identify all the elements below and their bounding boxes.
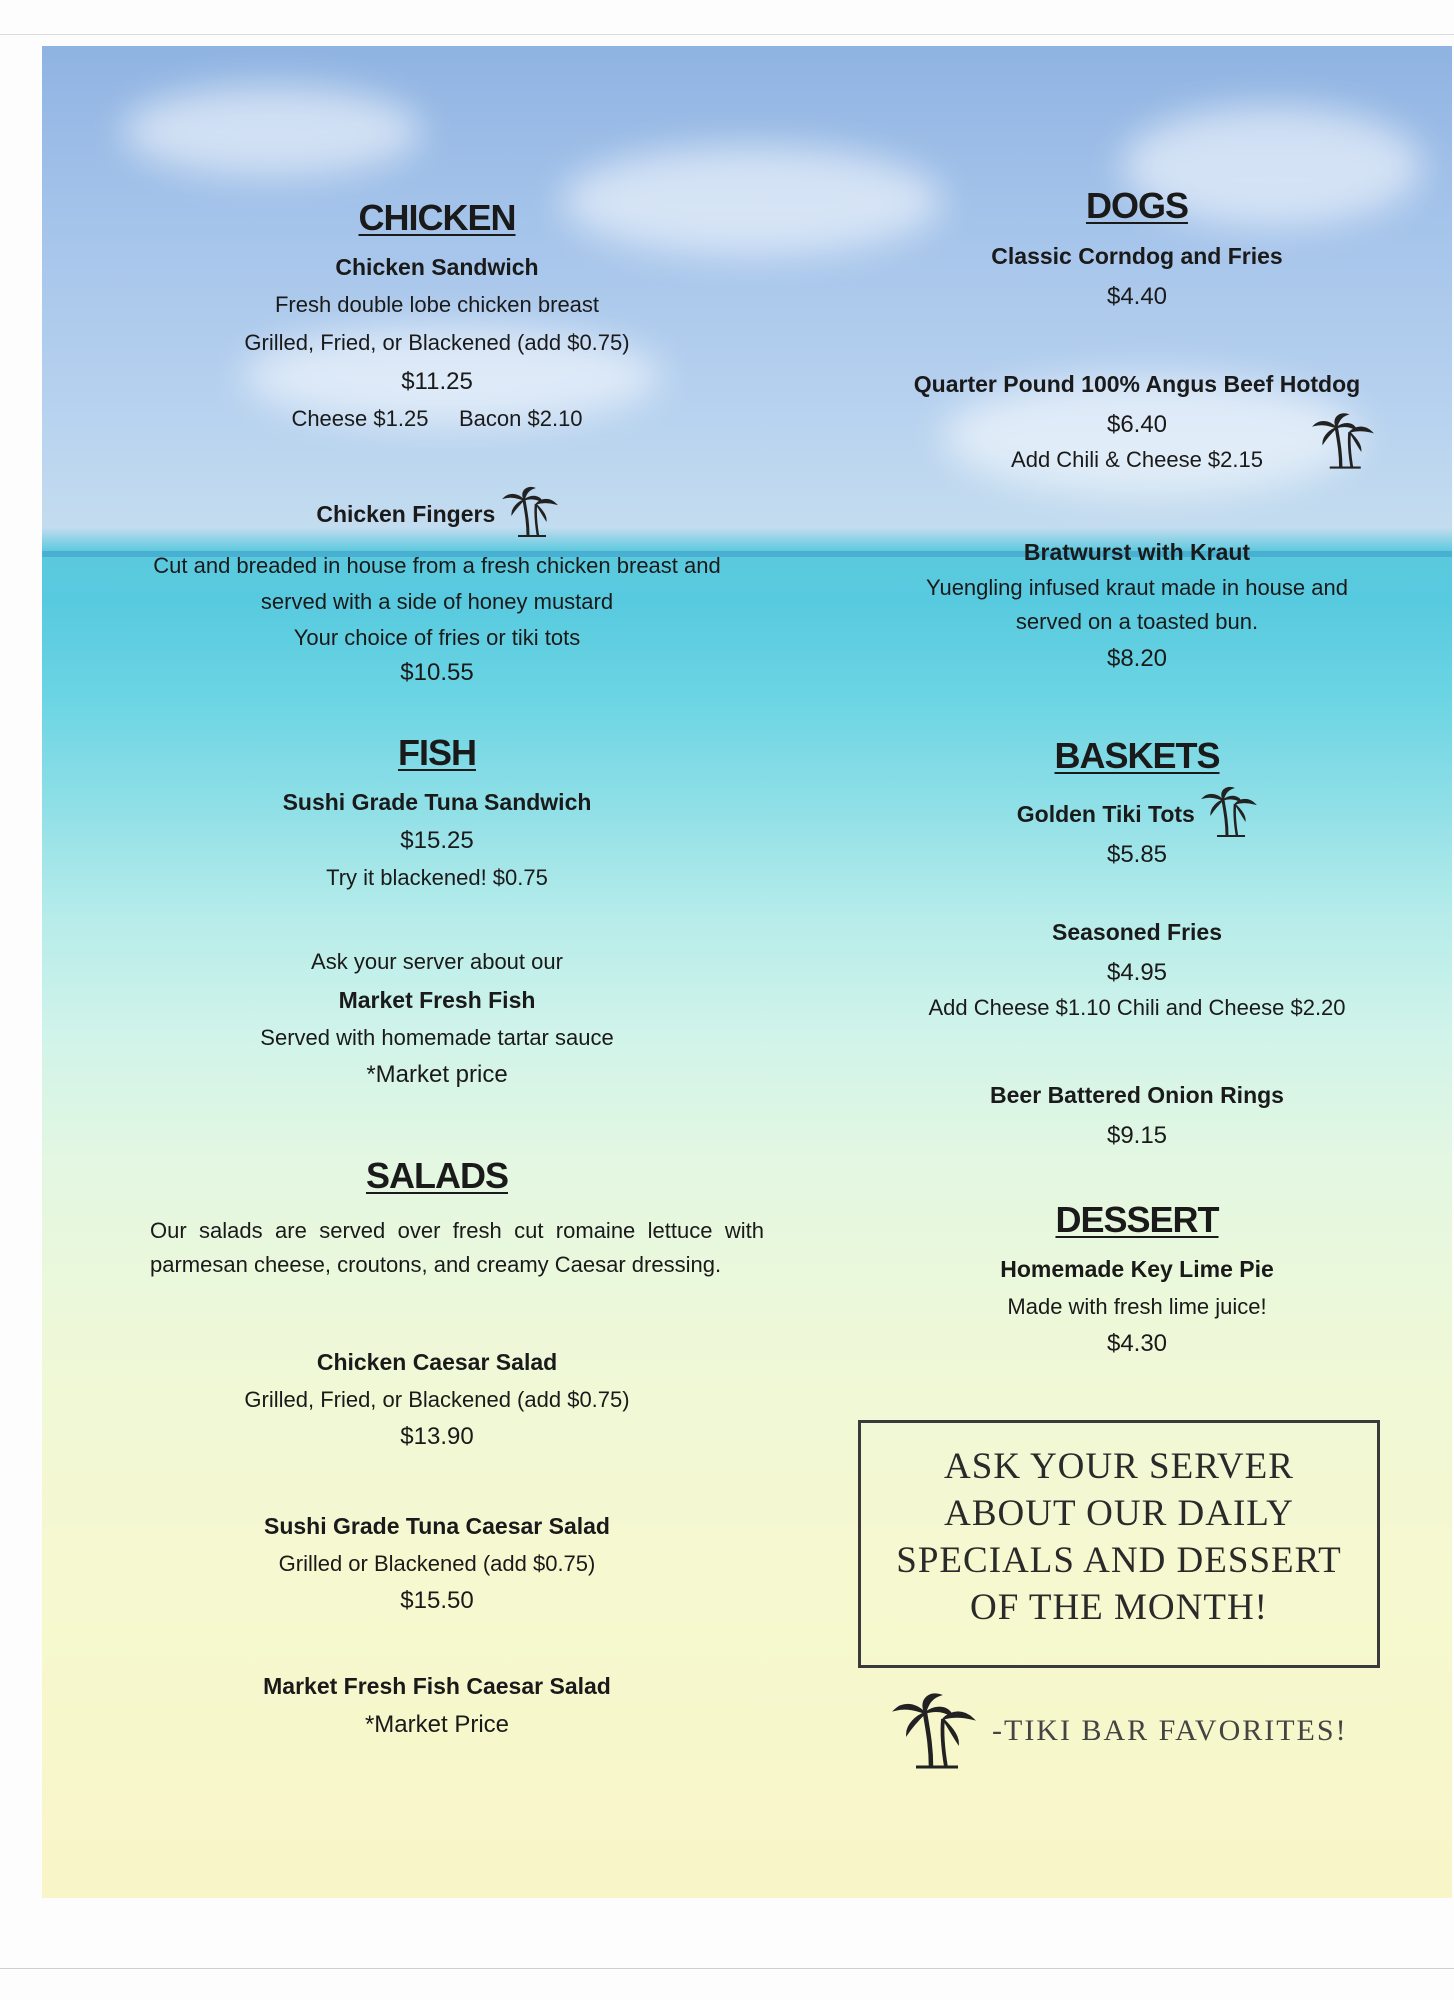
chicken-fingers-row [122, 486, 752, 546]
chicken-sandwich-desc: Fresh double lobe chicken breast [274, 292, 600, 317]
dogs-heading: DOGS [1085, 185, 1188, 226]
palm-tree-icon [892, 1686, 976, 1784]
palm-tree-icon [1201, 786, 1257, 846]
chicken-fingers-name: Chicken Fingers [316, 501, 496, 528]
onion-rings-name: Beer Battered Onion Rings [990, 1082, 1284, 1108]
market-fish-desc: Served with homemade tartar sauce [260, 1025, 614, 1050]
palm-tree-icon [502, 486, 558, 546]
corndog-price: $4.40 [1106, 283, 1168, 310]
tuna-caesar-price: $15.50 [400, 1587, 474, 1614]
chicken-fingers-price: $10.55 [400, 659, 474, 686]
chicken-sandwich-addons: Cheese $1.25 Bacon $2.10 [291, 406, 583, 431]
dessert-heading: DESSERT [1055, 1199, 1219, 1240]
chicken-fingers-desc-2: served with a side of honey mustard [260, 589, 614, 614]
corndog-name: Classic Corndog and Fries [991, 243, 1283, 269]
market-fish-name: Market Fresh Fish [338, 987, 536, 1013]
tuna-sandwich-price: $15.25 [400, 827, 474, 854]
specials-notice-box [858, 1420, 1380, 1668]
specials-line-4: OF THE MONTH! [969, 1587, 1269, 1628]
scan-bottom-edge [0, 1968, 1454, 1969]
salads-heading: SALADS [365, 1155, 508, 1196]
seasoned-fries-price: $4.95 [1106, 959, 1168, 986]
tiki-tots-name: Golden Tiki Tots [1016, 801, 1195, 828]
scan-top-edge [0, 34, 1454, 35]
baskets-heading: BASKETS [1054, 735, 1220, 776]
seasoned-fries-addon: Add Cheese $1.10 Chili and Cheese $2.20 [928, 995, 1346, 1020]
tiki-tots-row [857, 786, 1417, 846]
menu-page [42, 46, 1452, 1898]
chicken-fingers-desc-3: Your choice of fries or tiki tots [293, 625, 581, 650]
tuna-sandwich-note: Try it blackened! $0.75 [326, 865, 548, 890]
fish-caesar-price: *Market Price [364, 1711, 510, 1738]
chicken-caesar-name: Chicken Caesar Salad [316, 1349, 558, 1375]
chicken-sandwich-options: Grilled, Fried, or Blackened (add $0.75) [244, 330, 630, 355]
hotdog-price: $6.40 [1106, 411, 1168, 438]
key-lime-pie-desc: Made with fresh lime juice! [1007, 1294, 1267, 1319]
chicken-heading: CHICKEN [358, 197, 516, 238]
cloud [122, 86, 422, 176]
chicken-caesar-desc: Grilled, Fried, or Blackened (add $0.75) [244, 1387, 630, 1412]
fish-heading: FISH [397, 732, 476, 773]
seasoned-fries-name: Seasoned Fries [1051, 919, 1223, 945]
hotdog-name: Quarter Pound 100% Angus Beef Hotdog [913, 371, 1361, 397]
specials-line-1: ASK YOUR SERVER [944, 1446, 1294, 1487]
onion-rings-price: $9.15 [1106, 1122, 1168, 1149]
tiki-favorites-legend [892, 1686, 1412, 1776]
market-fish-ask: Ask your server about our [311, 949, 563, 974]
bratwurst-price: $8.20 [1106, 645, 1168, 672]
specials-line-3: SPECIALS AND DESSERT [896, 1540, 1342, 1581]
key-lime-pie-price: $4.30 [1106, 1330, 1168, 1357]
tuna-sandwich-name: Sushi Grade Tuna Sandwich [282, 789, 592, 815]
tuna-caesar-desc: Grilled or Blackened (add $0.75) [278, 1551, 596, 1576]
chicken-sandwich-price: $11.25 [401, 368, 473, 395]
key-lime-pie-name: Homemade Key Lime Pie [1000, 1256, 1274, 1282]
hotdog-addon: Add Chili & Cheese $2.15 [1011, 447, 1263, 472]
bratwurst-desc-1: Yuengling infused kraut made in house and [926, 575, 1348, 600]
palm-tree-icon [1312, 412, 1374, 475]
tiki-tots-price: $5.85 [1106, 841, 1168, 868]
bratwurst-name: Bratwurst with Kraut [1023, 539, 1251, 565]
bratwurst-desc-2: served on a toasted bun. [1015, 609, 1259, 634]
fish-caesar-name: Market Fresh Fish Caesar Salad [263, 1673, 611, 1699]
tiki-favorites-label: -TIKI BAR FAVORITES! [992, 1714, 1348, 1747]
chicken-fingers-desc-1: Cut and breaded in house from a fresh chicken breast and [153, 553, 721, 578]
tuna-caesar-name: Sushi Grade Tuna Caesar Salad [264, 1513, 610, 1539]
chicken-caesar-price: $13.90 [400, 1423, 474, 1450]
chicken-sandwich-name: Chicken Sandwich [335, 254, 539, 280]
specials-line-2: ABOUT OUR DAILY [944, 1493, 1294, 1534]
market-fish-price: *Market price [366, 1061, 508, 1088]
salads-intro: Our salads are served over fresh cut romaine lettuce with parmesan cheese, croutons, and creamy Caesar dressing. [150, 1218, 764, 1277]
